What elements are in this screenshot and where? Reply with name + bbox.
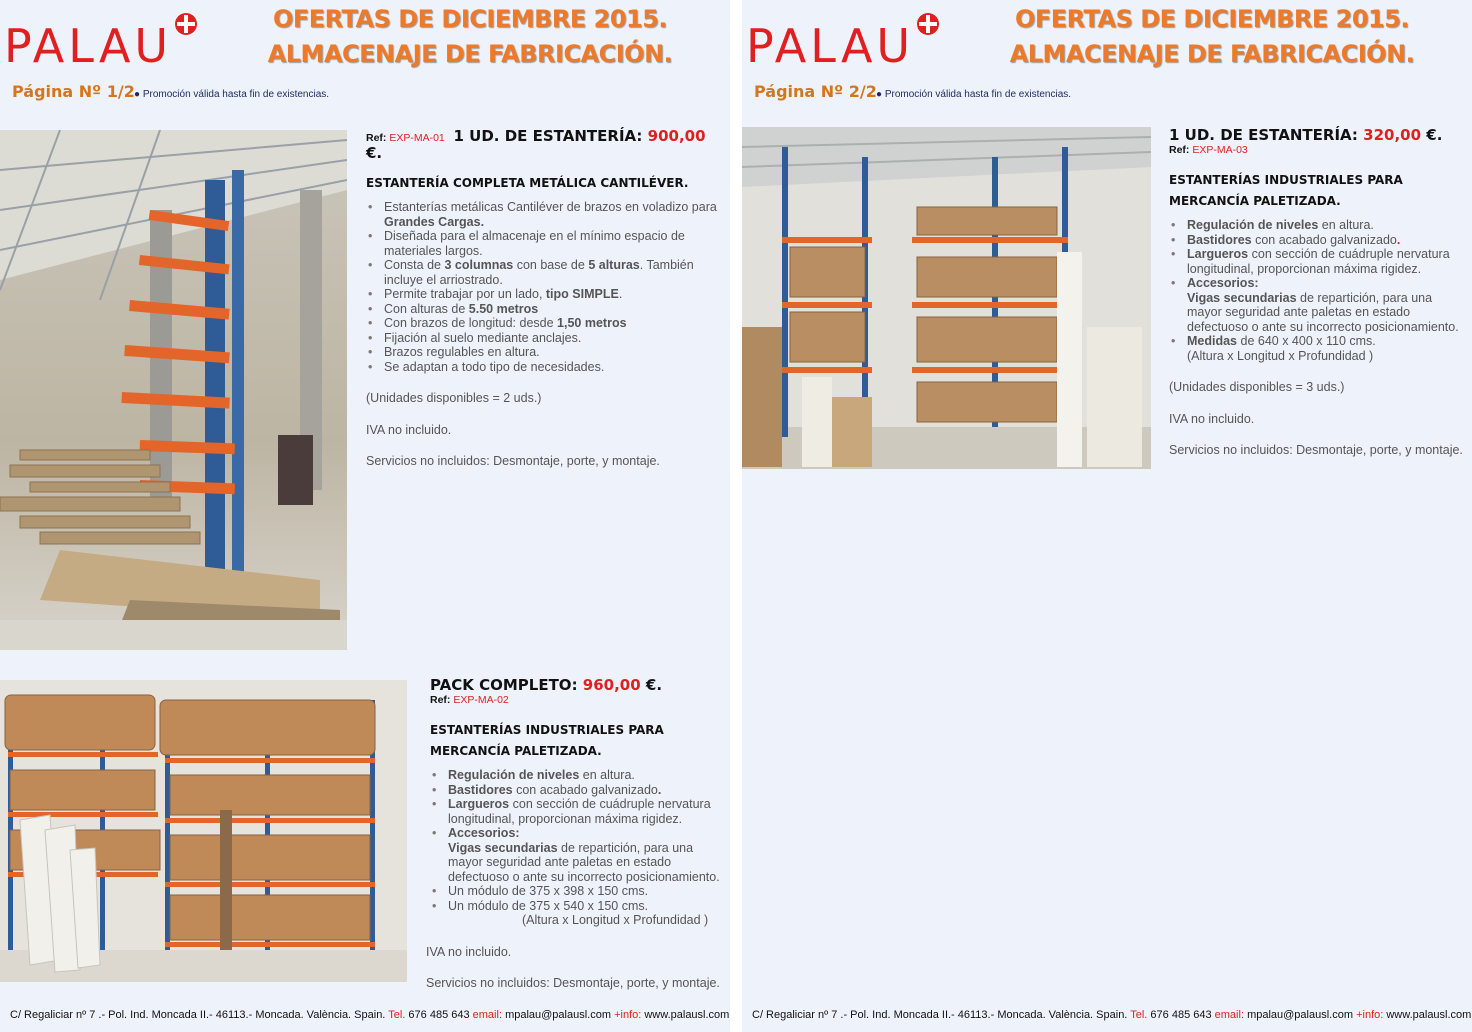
list-item: • Fijación al suelo mediante anclajes. <box>384 331 726 346</box>
offer-3-units: (Unidades disponibles = 3 uds.) <box>1169 380 1345 394</box>
cantilever-rack-photo <box>0 130 347 650</box>
offer-3-details <box>1169 128 1469 458</box>
offer-3-subtitle: ESTANTERÍAS INDUSTRIALES PARA MERCANCÍA PALETIZADA. <box>1169 173 1403 208</box>
list-item: • Permite trabajar por un lado, tipo SIMPLE. <box>384 287 726 302</box>
list-item: • Accesorios: Vigas secundarias de repartición, para una mayor seguridad ante paletas en estado defectuoso o ante su incorrecto posicionamiento. <box>448 826 730 884</box>
email-link[interactable]: mpalau@palausl.com <box>1247 1009 1354 1021</box>
offer-3-title: 1 UD. DE ESTANTERÍA: 320,00 €. <box>1169 126 1443 144</box>
headline-line-1: OFERTAS DE DICIEMBRE 2015. <box>272 5 668 33</box>
promo-note: ● Promoción válida hasta fin de existencias. <box>876 89 1072 100</box>
list-item: • Bastidores con acabado galvanizado. <box>448 783 730 798</box>
website-link[interactable]: www.palausl.com <box>1386 1009 1472 1021</box>
offer-3-iva: IVA no incluido. <box>1169 411 1255 426</box>
offer-1-iva: IVA no incluido. <box>366 422 452 437</box>
offer-3-services: Servicios no incluidos: Desmontaje, porte, y montaje. <box>1169 443 1463 457</box>
list-item: • Largueros con sección de cuádruple nervatura longitudinal, proporcionan máxima rigidez. <box>448 797 730 826</box>
page-1-footer: C/ Regaliciar nº 7 .- Pol. Ind. Moncada II.- 46113.- Moncada. València. Spain. Tel. 676 485 643 email: mpalau@palausl.com +info: www.palausl.com <box>10 1009 730 1021</box>
offer-2-subtitle: ESTANTERÍAS INDUSTRIALES PARA MERCANCÍA PALETIZADA. <box>430 723 664 758</box>
offer-2-iva: IVA no incluido. <box>426 944 512 959</box>
list-item: • Largueros con sección de cuádruple nervatura longitudinal, proporcionan máxima rigidez. <box>1187 247 1469 276</box>
document-page-1 <box>0 0 730 1032</box>
list-item: • Regulación de niveles en altura. <box>448 768 730 783</box>
offer-1-details <box>366 129 726 469</box>
list-item: • Un módulo de 375 x 398 x 150 cms. <box>448 884 730 899</box>
svg-text:PALAU: PALAU <box>4 19 173 70</box>
headline-line-2: ALMACENAJE DE FABRICACIÓN. <box>267 40 673 68</box>
offer-3-ref: Ref: EXP-MA-03 <box>1169 143 1248 156</box>
list-item: • Con alturas de 5.50 metros <box>384 302 726 317</box>
list-item: • Medidas de 640 x 400 x 110 cms. (Altura x Longitud x Profundidad ) <box>1187 334 1469 363</box>
headline-line-2: ALMACENAJE DE FABRICACIÓN. <box>1009 40 1415 68</box>
offer-1-services: Servicios no incluidos: Desmontaje, porte, y montaje. <box>366 454 660 468</box>
offer-1-units: (Unidades disponibles = 2 uds.) <box>366 391 542 405</box>
page-number: Página Nº 1/2 <box>12 82 135 101</box>
list-item: • Diseñada para el almacenaje en el mínimo espacio de materiales largos. <box>384 229 726 258</box>
list-item: • Se adaptan a todo tipo de necesidades. <box>384 360 726 375</box>
offer-1-subtitle: ESTANTERÍA COMPLETA METÁLICA CANTILÉVER. <box>366 176 689 190</box>
list-item: • Un módulo de 375 x 540 x 150 cms. <box>448 899 730 914</box>
offer-1-feature-list <box>366 200 726 374</box>
headline-line-1: OFERTAS DE DICIEMBRE 2015. <box>1014 5 1410 33</box>
offer-3-feature-list <box>1169 218 1469 363</box>
list-item: • Brazos regulables en altura. <box>384 345 726 360</box>
offer-headline <box>250 2 690 72</box>
offer-headline <box>992 2 1432 72</box>
list-item: • Bastidores con acabado galvanizado. <box>1187 233 1469 248</box>
palau-logo <box>4 10 204 70</box>
page-2-footer: C/ Regaliciar nº 7 .- Pol. Ind. Moncada II.- 46113.- Moncada. València. Spain. Tel. 676 485 643 email: mpalau@palausl.com +info: www.palausl.com <box>752 1009 1472 1021</box>
offer-1-header-line <box>366 129 726 161</box>
list-item: • Accesorios: Vigas secundarias de repartición, para una mayor seguridad ante paletas en estado defectuoso o ante su incorrecto posicionamiento. <box>1187 276 1469 334</box>
pallet-rack-pack-photo <box>0 680 407 982</box>
promo-note: ● Promoción válida hasta fin de existencias. <box>134 89 330 100</box>
offer-2-measure-note: (Altura x Longitud x Profundidad ) <box>522 913 709 927</box>
offer-2-details <box>426 676 730 991</box>
offer-1-title: 1 UD. DE ESTANTERÍA: 900,00 €. <box>366 127 706 162</box>
industrial-rack-photo <box>742 127 1151 469</box>
offer-1-ref: Ref: EXP-MA-01 <box>366 132 445 144</box>
list-item: • Consta de 3 columnas con base de 5 alturas. También incluye el arriostrado. <box>384 258 726 287</box>
email-link[interactable]: mpalau@palausl.com <box>505 1009 612 1021</box>
palau-logo <box>746 10 946 70</box>
website-link[interactable]: www.palausl.com <box>644 1009 730 1021</box>
list-item: • Estanterías metálicas Cantiléver de brazos en voladizo para Grandes Cargas. <box>384 200 726 229</box>
svg-text:PALAU: PALAU <box>746 19 915 70</box>
offer-2-title: PACK COMPLETO: 960,00 €. <box>430 676 663 694</box>
list-item: • Regulación de niveles en altura. <box>1187 218 1469 233</box>
document-page-2 <box>742 0 1472 1032</box>
offer-2-ref: Ref: EXP-MA-02 <box>430 693 509 706</box>
offer-2-services: Servicios no incluidos: Desmontaje, porte, y montaje. <box>426 976 720 990</box>
page-number: Página Nº 2/2 <box>754 82 877 101</box>
list-item: • Con brazos de longitud: desde 1,50 metros <box>384 316 726 331</box>
offer-2-feature-list <box>430 768 730 913</box>
